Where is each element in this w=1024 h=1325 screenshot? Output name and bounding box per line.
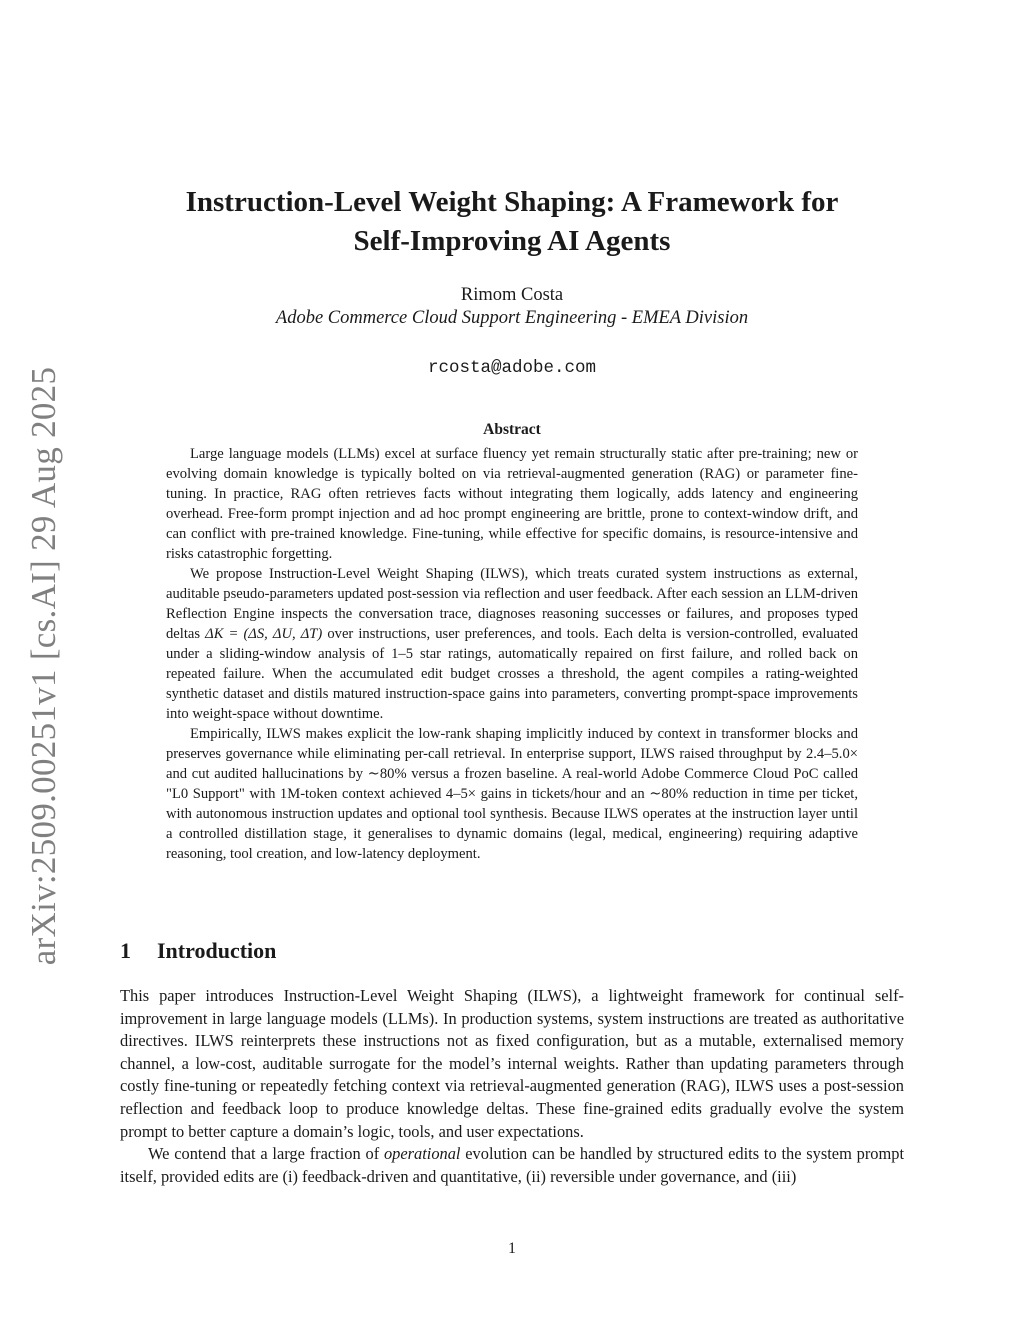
introduction-paragraph-2-text-b: evolution can be handled by structured edits to the system prompt itself, provided edits are (i) feedback-driven and quantitative, (ii) reversible under governance, and (iii) — [120, 1144, 904, 1186]
abstract-paragraph-3: Empirically, ILWS makes explicit the low-rank shaping implicitly induced by context in transformer blocks and preserves governance while eliminating per-call retrieval. In enterprise support, ILWS raised throughput by 2.4–5.0× and cut audited hallucinations by ∼80% versus a frozen baseline. A real-world Adobe Commerce Cloud PoC called "L0 Support" with 1M-token context achieved 4–5× gains in tickets/hour and an ∼80% reduction in time per ticket, with autonomous instruction updates and optional tool synthesis. Because ILWS operates at the instruction layer until a controlled distillation stage, it generalises to dynamic domains (legal, medical, engineering) requiring adaptive reasoning, tool creation, and low-latency deployment. — [166, 726, 858, 862]
author-email: rcosta@adobe.com — [427, 358, 597, 378]
section-number: 1 — [120, 938, 131, 963]
author-name: Rimom Costa — [460, 285, 564, 305]
section-title: Introduction — [157, 938, 277, 963]
emphasis-operational: operational — [383, 1144, 461, 1164]
introduction-paragraph-2 — [120, 1143, 904, 1188]
author-affiliation: Adobe Commerce Cloud Support Engineering - EMEA Division — [275, 308, 749, 328]
page-number: 1 — [508, 1240, 516, 1257]
abstract-paragraph-2-text-a: We propose Instruction-Level Weight Shaping (ILWS), which treats curated system instructions as external, auditable pseudo-parameters updated post-session via reflection and user feedback. After each session an LLM-driven Reflection Engine inspects the conversation trace, diagnoses reasoning successes or failures, and proposes typed deltas — [166, 566, 858, 642]
introduction-paragraph-2-text-a: We contend that a large fraction of — [148, 1144, 384, 1164]
delta-k-formula: ΔK = (ΔS, ΔU, ΔT) — [205, 626, 323, 642]
abstract-paragraph-2-text-b: over instructions, user preferences, and tools. Each delta is version-controlled, evaluated under a sliding-window analysis of 1–5 star ratings, automatically repaired on first failure, and rolled back on repeated failure. When the accumulated edit budget crosses a threshold, the agent compiles a rating-weighted synthetic dataset and distils matured instruction-space gains into parameters, converting prompt-space improvements into weight-space without downtime. — [166, 626, 858, 722]
paper-title — [150, 183, 874, 261]
arxiv-identifier: arXiv:2509.00251v1 [cs.AI] 29 Aug 2025 — [24, 366, 63, 966]
abstract-paragraph-1: Large language models (LLMs) excel at surface fluency yet remain structurally static after pre-training; new or evolving domain knowledge is typically bolted on via retrieval-augmented generation (RAG) or parameter fine-tuning. In practice, RAG often retrieves facts without integrating them logically, adds latency and engineering overhead. Free-form prompt injection and ad hoc prompt engineering are brittle, prone to context-window drift, and can conflict with pre-trained knowledge. Fine-tuning, while effective for specific domains, is resource-intensive and risks catastrophic forgetting. — [166, 446, 858, 562]
introduction-paragraph-1: This paper introduces Instruction-Level Weight Shaping (ILWS), a lightweight framework for continual self-improvement in large language models (LLMs). In production systems, system instructions are treated as authoritative directives. ILWS reinterprets these instructions not as fixed configuration, but as a mutable, externalised memory channel, a low-cost, auditable surrogate for the model’s internal weights. Rather than updating parameters through costly fine-tuning or repeatedly fetching context via retrieval-augmented generation (RAG), ILWS uses a post-session reflection and feedback loop to produce knowledge deltas. These fine-grained edits gradually evolve the system prompt to better capture a domain’s logic, tools, and user expectations. — [120, 986, 904, 1141]
paper-title-line-1: Instruction-Level Weight Shaping: A Framework for — [185, 186, 839, 218]
abstract-paragraph-2 — [166, 564, 858, 724]
section-heading-introduction — [120, 937, 276, 965]
introduction-body — [120, 985, 904, 1188]
abstract-body — [166, 444, 858, 864]
paper-title-line-2: Self-Improving AI Agents — [353, 225, 671, 257]
abstract-heading: Abstract — [483, 421, 541, 438]
